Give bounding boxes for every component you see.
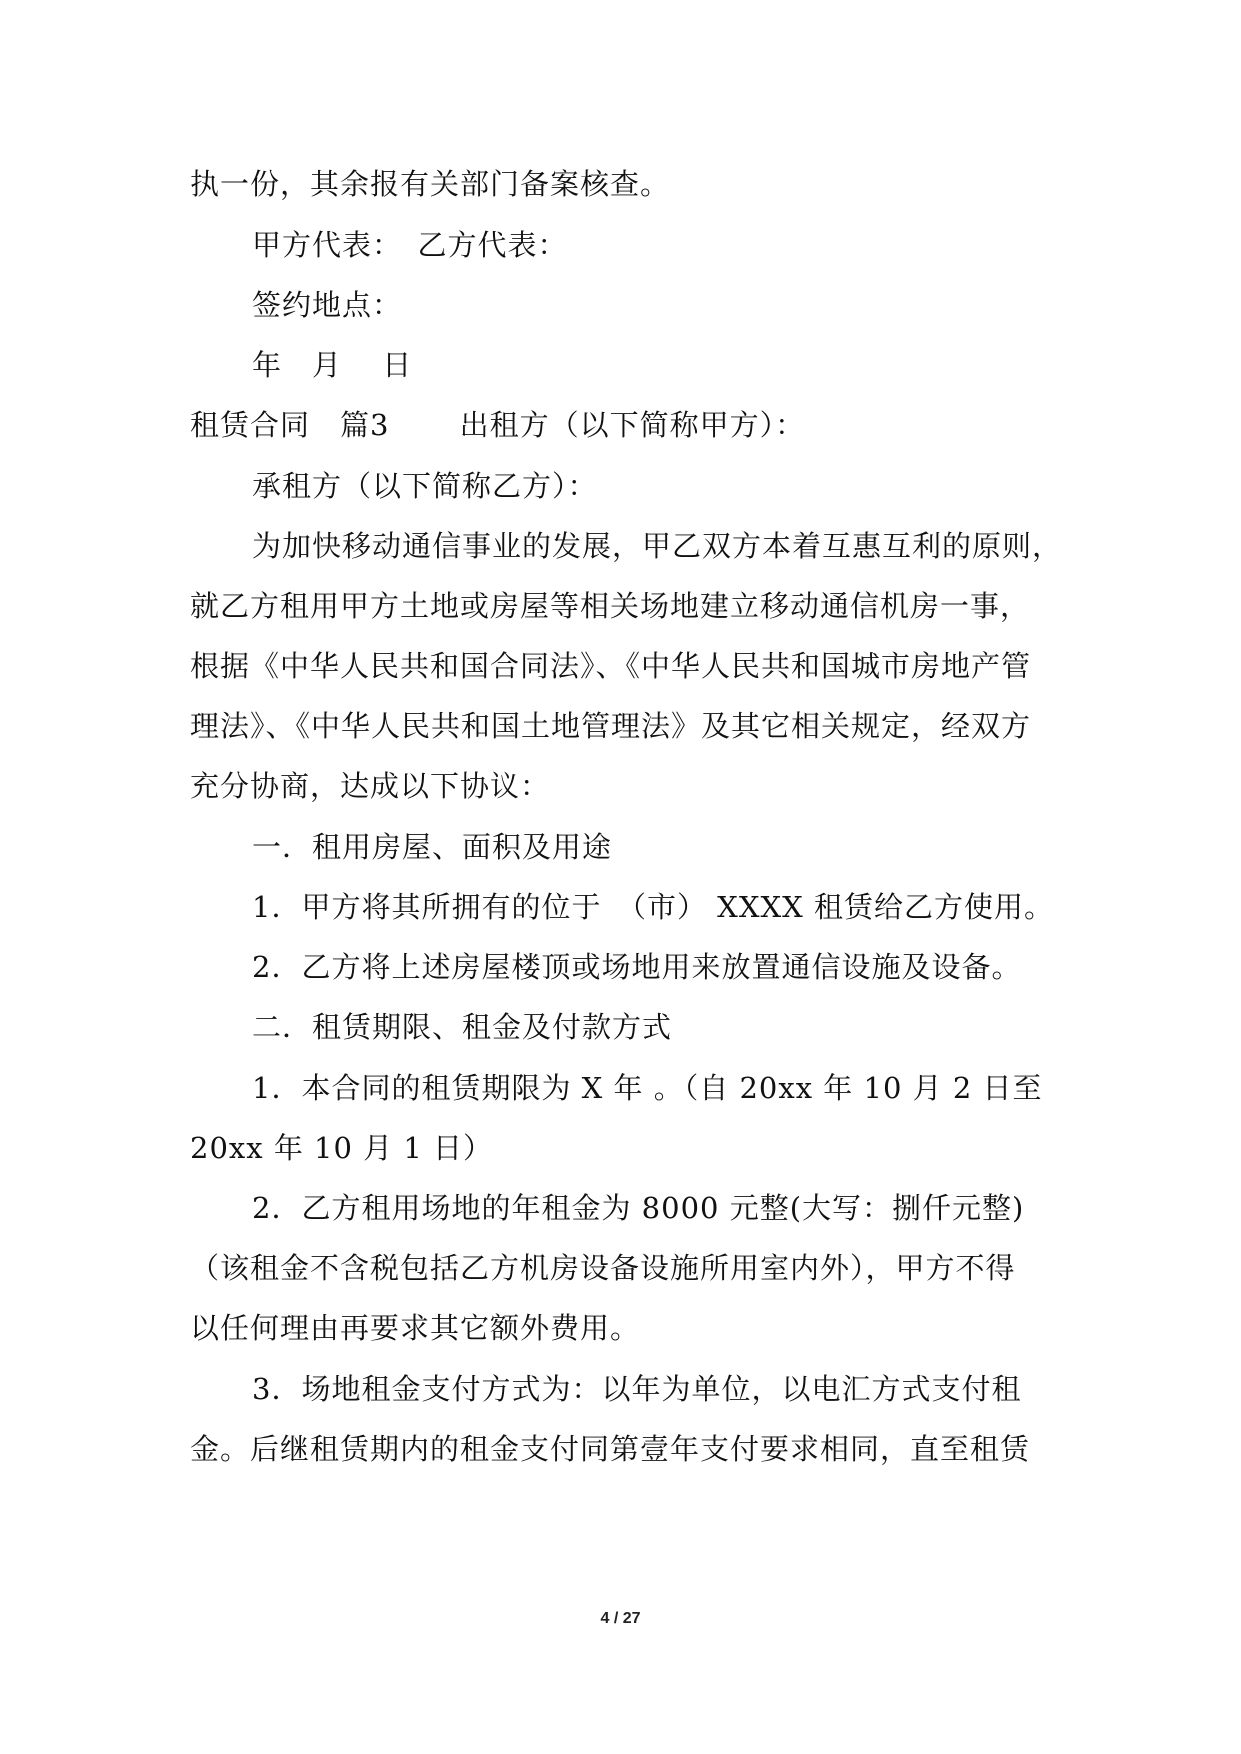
clause-heading: 二．租赁期限、租金及付款方式 [252, 1010, 673, 1044]
text-line: 执一份，其余报有关部门备案核查。 [190, 167, 671, 201]
text-line: 2．乙方将上述房屋楼顶或场地用来放置通信设施及设备。 [252, 950, 1022, 984]
text-line: 签约地点： [252, 288, 403, 322]
page-number: 4 / 27 [600, 1610, 641, 1627]
section-heading: 租赁合同 篇3 出租方（以下简称甲方）： [190, 408, 806, 442]
text-line: 2．乙方租用场地的年租金为 8000 元整(大写：捌仟元整) [252, 1191, 1025, 1225]
text-line: 1．甲方将其所拥有的位于 （市） XXXX 租赁给乙方使用。 [252, 890, 1054, 924]
text-line: 为加快移动通信事业的发展，甲乙双方本着互惠互利的原则， [252, 529, 1063, 563]
text-line: 1．本合同的租赁期限为 X 年 。（自 20xx 年 10 月 2 日至 [252, 1071, 1043, 1105]
text-line: 以任何理由再要求其它额外费用。 [190, 1311, 641, 1345]
clause-heading: 一．租用房屋、面积及用途 [252, 830, 613, 864]
text-line: 理法》、《中华人民共和国土地管理法》及其它相关规定，经双方 [190, 709, 1032, 743]
text-line: 金。后继租赁期内的租金支付同第壹年支付要求相同，直至租赁 [190, 1432, 1031, 1466]
text-line: 20xx 年 10 月 1 日） [190, 1131, 494, 1165]
text-line: 根据《中华人民共和国合同法》、《中华人民共和国城市房地产管 [190, 649, 1032, 683]
text-line: 就乙方租用甲方土地或房屋等相关场地建立移动通信机房一事， [190, 589, 1031, 623]
text-line: 3．场地租金支付方式为：以年为单位，以电汇方式支付租 [252, 1372, 1022, 1406]
text-line: 充分协商，达成以下协议： [190, 769, 551, 803]
text-line: 甲方代表： 乙方代表： [252, 228, 568, 262]
text-line: 承租方（以下简称乙方）： [252, 469, 598, 503]
text-line: 年 月 日 [252, 348, 413, 382]
text-line: （该租金不含税包括乙方机房设备设施所用室内外），甲方不得 [190, 1251, 1016, 1285]
